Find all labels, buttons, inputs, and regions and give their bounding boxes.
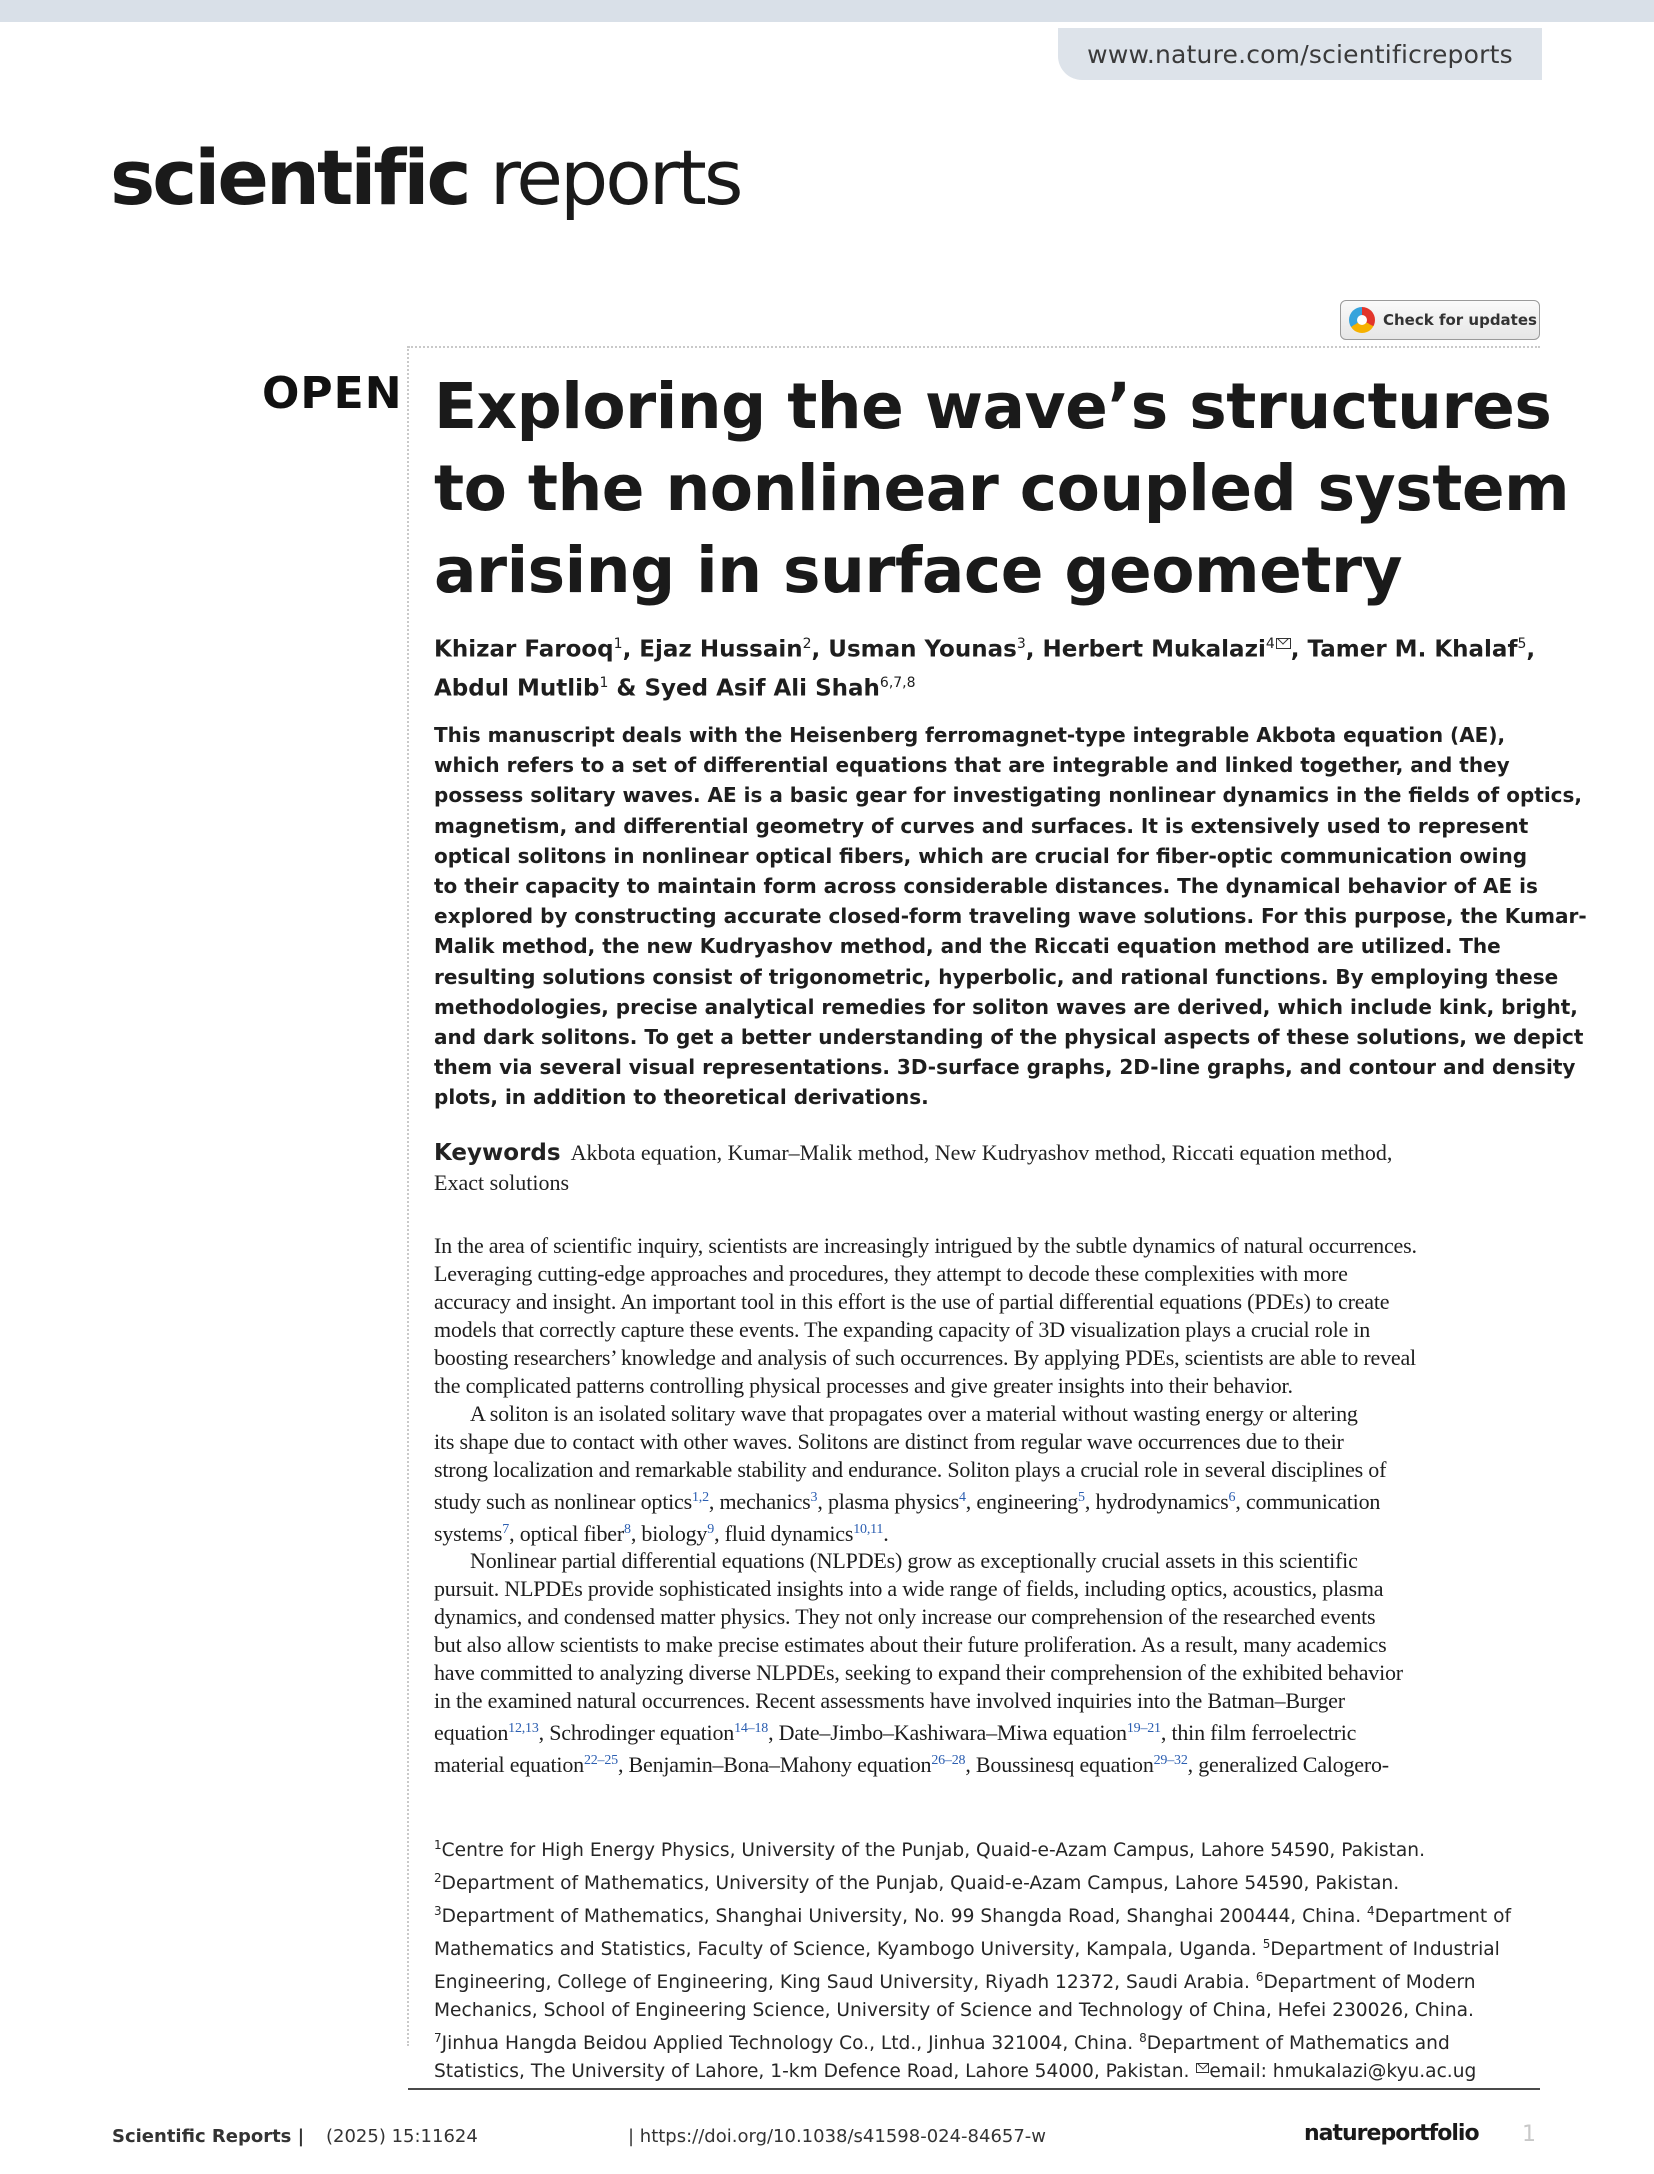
author-separator: , bbox=[1526, 636, 1536, 663]
citation-link[interactable]: 12,13 bbox=[508, 1721, 539, 1737]
title-line: Exploring the wave’s structures bbox=[434, 370, 1552, 443]
body-line: in the examined natural occurrences. Recent assessments have involved inquiries into the Batman–Burger bbox=[434, 1688, 1345, 1714]
citation-link[interactable]: 22–25 bbox=[583, 1753, 618, 1769]
affiliation-line bbox=[434, 1931, 1540, 1964]
affiliation-line: Mechanics, School of Engineering Science, University of Science and Technology of China, Hefei 230026, China. bbox=[434, 2000, 1474, 2022]
affiliation-line bbox=[434, 2025, 1540, 2058]
logo-light-text: reports bbox=[489, 133, 741, 222]
affiliation-text: Department of Industrial bbox=[1270, 1939, 1500, 1961]
body-text-run: , hydrodynamics bbox=[1084, 1488, 1229, 1514]
footer-doi-link[interactable]: | https://doi.org/10.1038/s41598-024-84657-w bbox=[628, 2126, 1047, 2147]
affiliation-text: Statistics, The University of Lahore, 1-km Defence Road, Lahore 54000, Pakistan. bbox=[434, 2061, 1196, 2083]
abstract-line: them via several visual representations. 3D-surface graphs, 2D-line graphs, and contour and density bbox=[434, 1055, 1576, 1080]
abstract-line: methodologies, precise analytical remedies for soliton waves are derived, which include kink, bright, bbox=[434, 994, 1578, 1019]
body-line: models that correctly capture these events. The expanding capacity of 3D visualization plays a crucial role in bbox=[434, 1316, 1371, 1342]
body-text-run: . bbox=[883, 1520, 889, 1546]
body-text-run: , mechanics bbox=[708, 1488, 811, 1514]
affiliation-text: Department of Mathematics, Shanghai University, No. 99 Shangda Road, Shanghai 200444, China. bbox=[441, 1906, 1368, 1928]
citation-link[interactable]: 3 bbox=[810, 1489, 818, 1505]
body-text-run: , Schrodinger equation bbox=[538, 1720, 735, 1746]
body-line: In the area of scientific inquiry, scientists are increasingly intrigued by the subtle dynamics of natural occurrences. bbox=[434, 1233, 1417, 1258]
affiliation-text: Department of Mathematics and bbox=[1146, 2033, 1450, 2055]
body-line: but also allow scientists to make precise estimates about their future proliferation. As a result, many academics bbox=[434, 1632, 1387, 1658]
journal-url[interactable]: www.nature.com/scientificreports bbox=[1058, 28, 1542, 80]
abstract-line: Malik method, the new Kudryashov method, and the Riccati equation method are utilized. The bbox=[434, 934, 1501, 959]
affiliation-text: Department of Modern bbox=[1263, 1972, 1476, 1994]
author-name[interactable]: Abdul Mutlib bbox=[434, 675, 600, 702]
body-line bbox=[434, 1484, 1540, 1516]
abstract-line: which refers to a set of differential equations that are integrable and linked together, and they bbox=[434, 753, 1510, 778]
author-list bbox=[434, 628, 1544, 705]
body-text-run: , fluid dynamics bbox=[714, 1520, 854, 1546]
abstract-line: This manuscript deals with the Heisenberg ferromagnet-type integrable Akbota equation (AE), bbox=[434, 723, 1506, 747]
author-name[interactable]: , Usman Younas bbox=[811, 636, 1017, 663]
affiliation-ref: 1 bbox=[599, 674, 609, 691]
body-line: boosting researchers’ knowledge and analysis of such occurrences. By applying PDEs, scientists are able to reveal bbox=[434, 1344, 1416, 1370]
affiliation-line bbox=[434, 2058, 1540, 2086]
footer-divider bbox=[408, 2088, 1540, 2090]
affiliation-text: Engineering, College of Engineering, King Saud University, Riyadh 12372, Saudi Arabia. bbox=[434, 1972, 1256, 1994]
body-text-run: equation bbox=[434, 1720, 509, 1746]
affiliation-ref: 1 bbox=[613, 636, 623, 652]
body-text-run: , generalized Calogero- bbox=[1187, 1752, 1389, 1778]
nature-portfolio-logo[interactable]: natureportfolio bbox=[1304, 2121, 1479, 2146]
abstract-line: explored by constructing accurate closed-form traveling wave solutions. For this purpose, the Kumar- bbox=[434, 904, 1587, 929]
affiliation-text: Department of bbox=[1374, 1906, 1512, 1928]
affiliation-text: Department of Mathematics, University of the Punjab, Quaid-e-Azam Campus, Lahore 54590, Pakistan. bbox=[441, 1873, 1400, 1895]
citation-link[interactable]: 4 bbox=[958, 1489, 966, 1505]
citation-link[interactable]: 5 bbox=[1078, 1489, 1085, 1505]
body-line: Nonlinear partial differential equations (NLPDEs) grow as exceptionally crucial assets in this scientific bbox=[470, 1548, 1358, 1574]
abstract-line: optical solitons in nonlinear optical fibers, which are crucial for fiber-optic communication owing bbox=[434, 843, 1528, 868]
body-line bbox=[434, 1715, 1540, 1747]
check-updates-label: Check for updates bbox=[1383, 311, 1537, 329]
affiliation-ref: 5 bbox=[1517, 636, 1527, 652]
abstract-line: plots, in addition to theoretical derivations. bbox=[434, 1085, 929, 1110]
abstract-line: and dark solitons. To get a better understanding of the physical aspects of these solutions, we depict bbox=[434, 1025, 1584, 1050]
email-icon bbox=[1196, 2063, 1209, 2073]
abstract-line: possess solitary waves. AE is a basic gear for investigating nonlinear dynamics in the fields of optics, bbox=[434, 783, 1583, 808]
check-for-updates-button[interactable] bbox=[1340, 300, 1540, 340]
keywords bbox=[434, 1138, 1544, 1198]
abstract-line: to their capacity to maintain form across considerable distances. The dynamical behavior of AE is bbox=[434, 874, 1538, 899]
citation-link[interactable]: 26–28 bbox=[931, 1753, 966, 1769]
keywords-label: Keywords bbox=[434, 1140, 561, 1166]
affiliation-ref: 2 bbox=[802, 636, 812, 652]
footer-citation: (2025) 15:11624 bbox=[326, 2126, 478, 2147]
body-text-run: , thin film ferroelectric bbox=[1160, 1720, 1357, 1746]
keywords-text: Exact solutions bbox=[434, 1170, 570, 1195]
body-line: the complicated patterns controlling physical processes and give greater insights into their behavior. bbox=[434, 1372, 1293, 1398]
citation-link[interactable]: 29–32 bbox=[1153, 1753, 1188, 1769]
affiliation-number: 1 bbox=[434, 1838, 442, 1852]
article-title bbox=[434, 366, 1570, 612]
affiliation-line bbox=[434, 1832, 1540, 1865]
abstract bbox=[434, 720, 1587, 1113]
affiliation-text: Jinhua Hangda Beidou Applied Technology Co., Ltd., Jinhua 321004, China. bbox=[441, 2033, 1140, 2055]
body-text-run: material equation bbox=[434, 1752, 584, 1778]
citation-link[interactable]: 8 bbox=[624, 1521, 631, 1537]
affiliation-number: 7 bbox=[434, 2031, 442, 2046]
body-line: strong localization and remarkable stability and endurance. Soliton plays a crucial role in several disciplines of bbox=[434, 1456, 1387, 1482]
affiliation-number: 5 bbox=[1262, 1937, 1271, 1952]
body-line: its shape due to contact with other waves. Solitons are distinct from regular wave occurrences due to their bbox=[434, 1428, 1344, 1454]
affiliation-ref: 4 bbox=[1265, 636, 1275, 652]
dotted-divider-vertical bbox=[407, 346, 409, 2046]
corresponding-email[interactable]: email: hmukalazi@kyu.ac.ug bbox=[1209, 2061, 1477, 2083]
body-text-run: , Boussinesq equation bbox=[965, 1752, 1154, 1778]
affiliation-text: Mathematics and Statistics, Faculty of Science, Kyambogo University, Kampala, Uganda. bbox=[434, 1939, 1263, 1961]
body-text-run: , optical fiber bbox=[509, 1520, 624, 1546]
citation-link[interactable]: 14–18 bbox=[734, 1721, 769, 1737]
citation-link[interactable]: 7 bbox=[502, 1521, 510, 1537]
body-text-run: systems bbox=[434, 1520, 503, 1546]
body-text-run: , biology bbox=[630, 1520, 708, 1546]
page-number: 1 bbox=[1522, 2122, 1536, 2147]
footer-journal: Scientific Reports | bbox=[112, 2126, 305, 2147]
affiliation-line bbox=[434, 1865, 1540, 1898]
body-text-run: , Benjamin–Bona–Mahony equation bbox=[617, 1752, 932, 1778]
affiliations bbox=[434, 1832, 1540, 2086]
body-line: have committed to analyzing diverse NLPDEs, seeking to expand their comprehension of the exhibited behavior bbox=[434, 1660, 1403, 1686]
body-line bbox=[434, 1747, 1540, 1779]
affiliation-number: 4 bbox=[1367, 1904, 1375, 1919]
body-text-run: , engineering bbox=[965, 1488, 1079, 1514]
abstract-line: magnetism, and differential geometry of curves and surfaces. It is extensively used to represent bbox=[434, 813, 1529, 838]
title-line: arising in surface geometry bbox=[434, 534, 1403, 607]
affiliation-ref: 6,7,8 bbox=[879, 674, 916, 691]
dotted-divider-horizontal bbox=[408, 346, 1540, 348]
email-icon[interactable] bbox=[1276, 638, 1291, 649]
author-name[interactable]: , Herbert Mukalazi bbox=[1025, 636, 1266, 663]
citation-link[interactable]: 1,2 bbox=[691, 1489, 709, 1505]
citation-link[interactable]: 6 bbox=[1228, 1489, 1236, 1505]
body-text-run: study such as nonlinear optics bbox=[434, 1488, 692, 1514]
author-name[interactable]: , Tamer M. Khalaf bbox=[1290, 636, 1518, 663]
body-line bbox=[434, 1516, 1540, 1548]
affiliation-number: 8 bbox=[1139, 2031, 1147, 2046]
affiliation-number: 6 bbox=[1255, 1970, 1264, 1985]
body-line: dynamics, and condensed matter physics. They not only increase our comprehension of the researched events bbox=[434, 1604, 1376, 1630]
body-text-run: , communication bbox=[1235, 1488, 1381, 1514]
title-line: to the nonlinear coupled system bbox=[434, 452, 1570, 525]
affiliation-number: 3 bbox=[434, 1904, 442, 1919]
affiliation-line bbox=[434, 1964, 1540, 1997]
body-line: A soliton is an isolated solitary wave that propagates over a material without wasting energy or altering bbox=[470, 1400, 1358, 1426]
citation-link[interactable]: 10,11 bbox=[853, 1521, 884, 1537]
affiliation-number: 2 bbox=[434, 1871, 442, 1886]
keywords-text: Akbota equation, Kumar–Malik method, New Kudryashov method, Riccati equation method, bbox=[570, 1140, 1393, 1165]
citation-link[interactable]: 9 bbox=[707, 1521, 715, 1537]
citation-link[interactable]: 19–21 bbox=[1126, 1721, 1161, 1737]
affiliation-text: Centre for High Energy Physics, University of the Punjab, Quaid-e-Azam Campus, Lahore 54590, Pakistan. bbox=[441, 1840, 1425, 1862]
journal-logo[interactable] bbox=[110, 133, 741, 222]
body-text bbox=[434, 1232, 1540, 1779]
affiliation-ref: 3 bbox=[1016, 636, 1026, 652]
body-text-run: , plasma physics bbox=[817, 1488, 959, 1514]
abstract-line: resulting solutions consist of trigonometric, hyperbolic, and rational functions. By employing these bbox=[434, 964, 1559, 989]
body-line: pursuit. NLPDEs provide sophisticated insights into a wide range of fields, including optics, acoustics, plasma bbox=[434, 1576, 1384, 1602]
logo-bold-text: scientific bbox=[110, 133, 469, 222]
body-text-run: , Date–Jimbo–Kashiwara–Miwa equation bbox=[768, 1720, 1127, 1746]
body-line: accuracy and insight. An important tool in this effort is the use of partial differential equations (PDEs) to create bbox=[434, 1288, 1390, 1314]
author-name[interactable]: , Ejaz Hussain bbox=[622, 636, 803, 663]
top-strip bbox=[0, 0, 1654, 22]
author-name[interactable]: Khizar Farooq bbox=[434, 636, 614, 663]
author-name[interactable]: & Syed Asif Ali Shah bbox=[608, 675, 880, 702]
crossmark-icon bbox=[1349, 307, 1375, 333]
body-line: Leveraging cutting-edge approaches and procedures, they attempt to decode these complexities with more bbox=[434, 1260, 1348, 1286]
open-access-label: OPEN bbox=[262, 368, 403, 419]
affiliation-line bbox=[434, 1898, 1540, 1931]
